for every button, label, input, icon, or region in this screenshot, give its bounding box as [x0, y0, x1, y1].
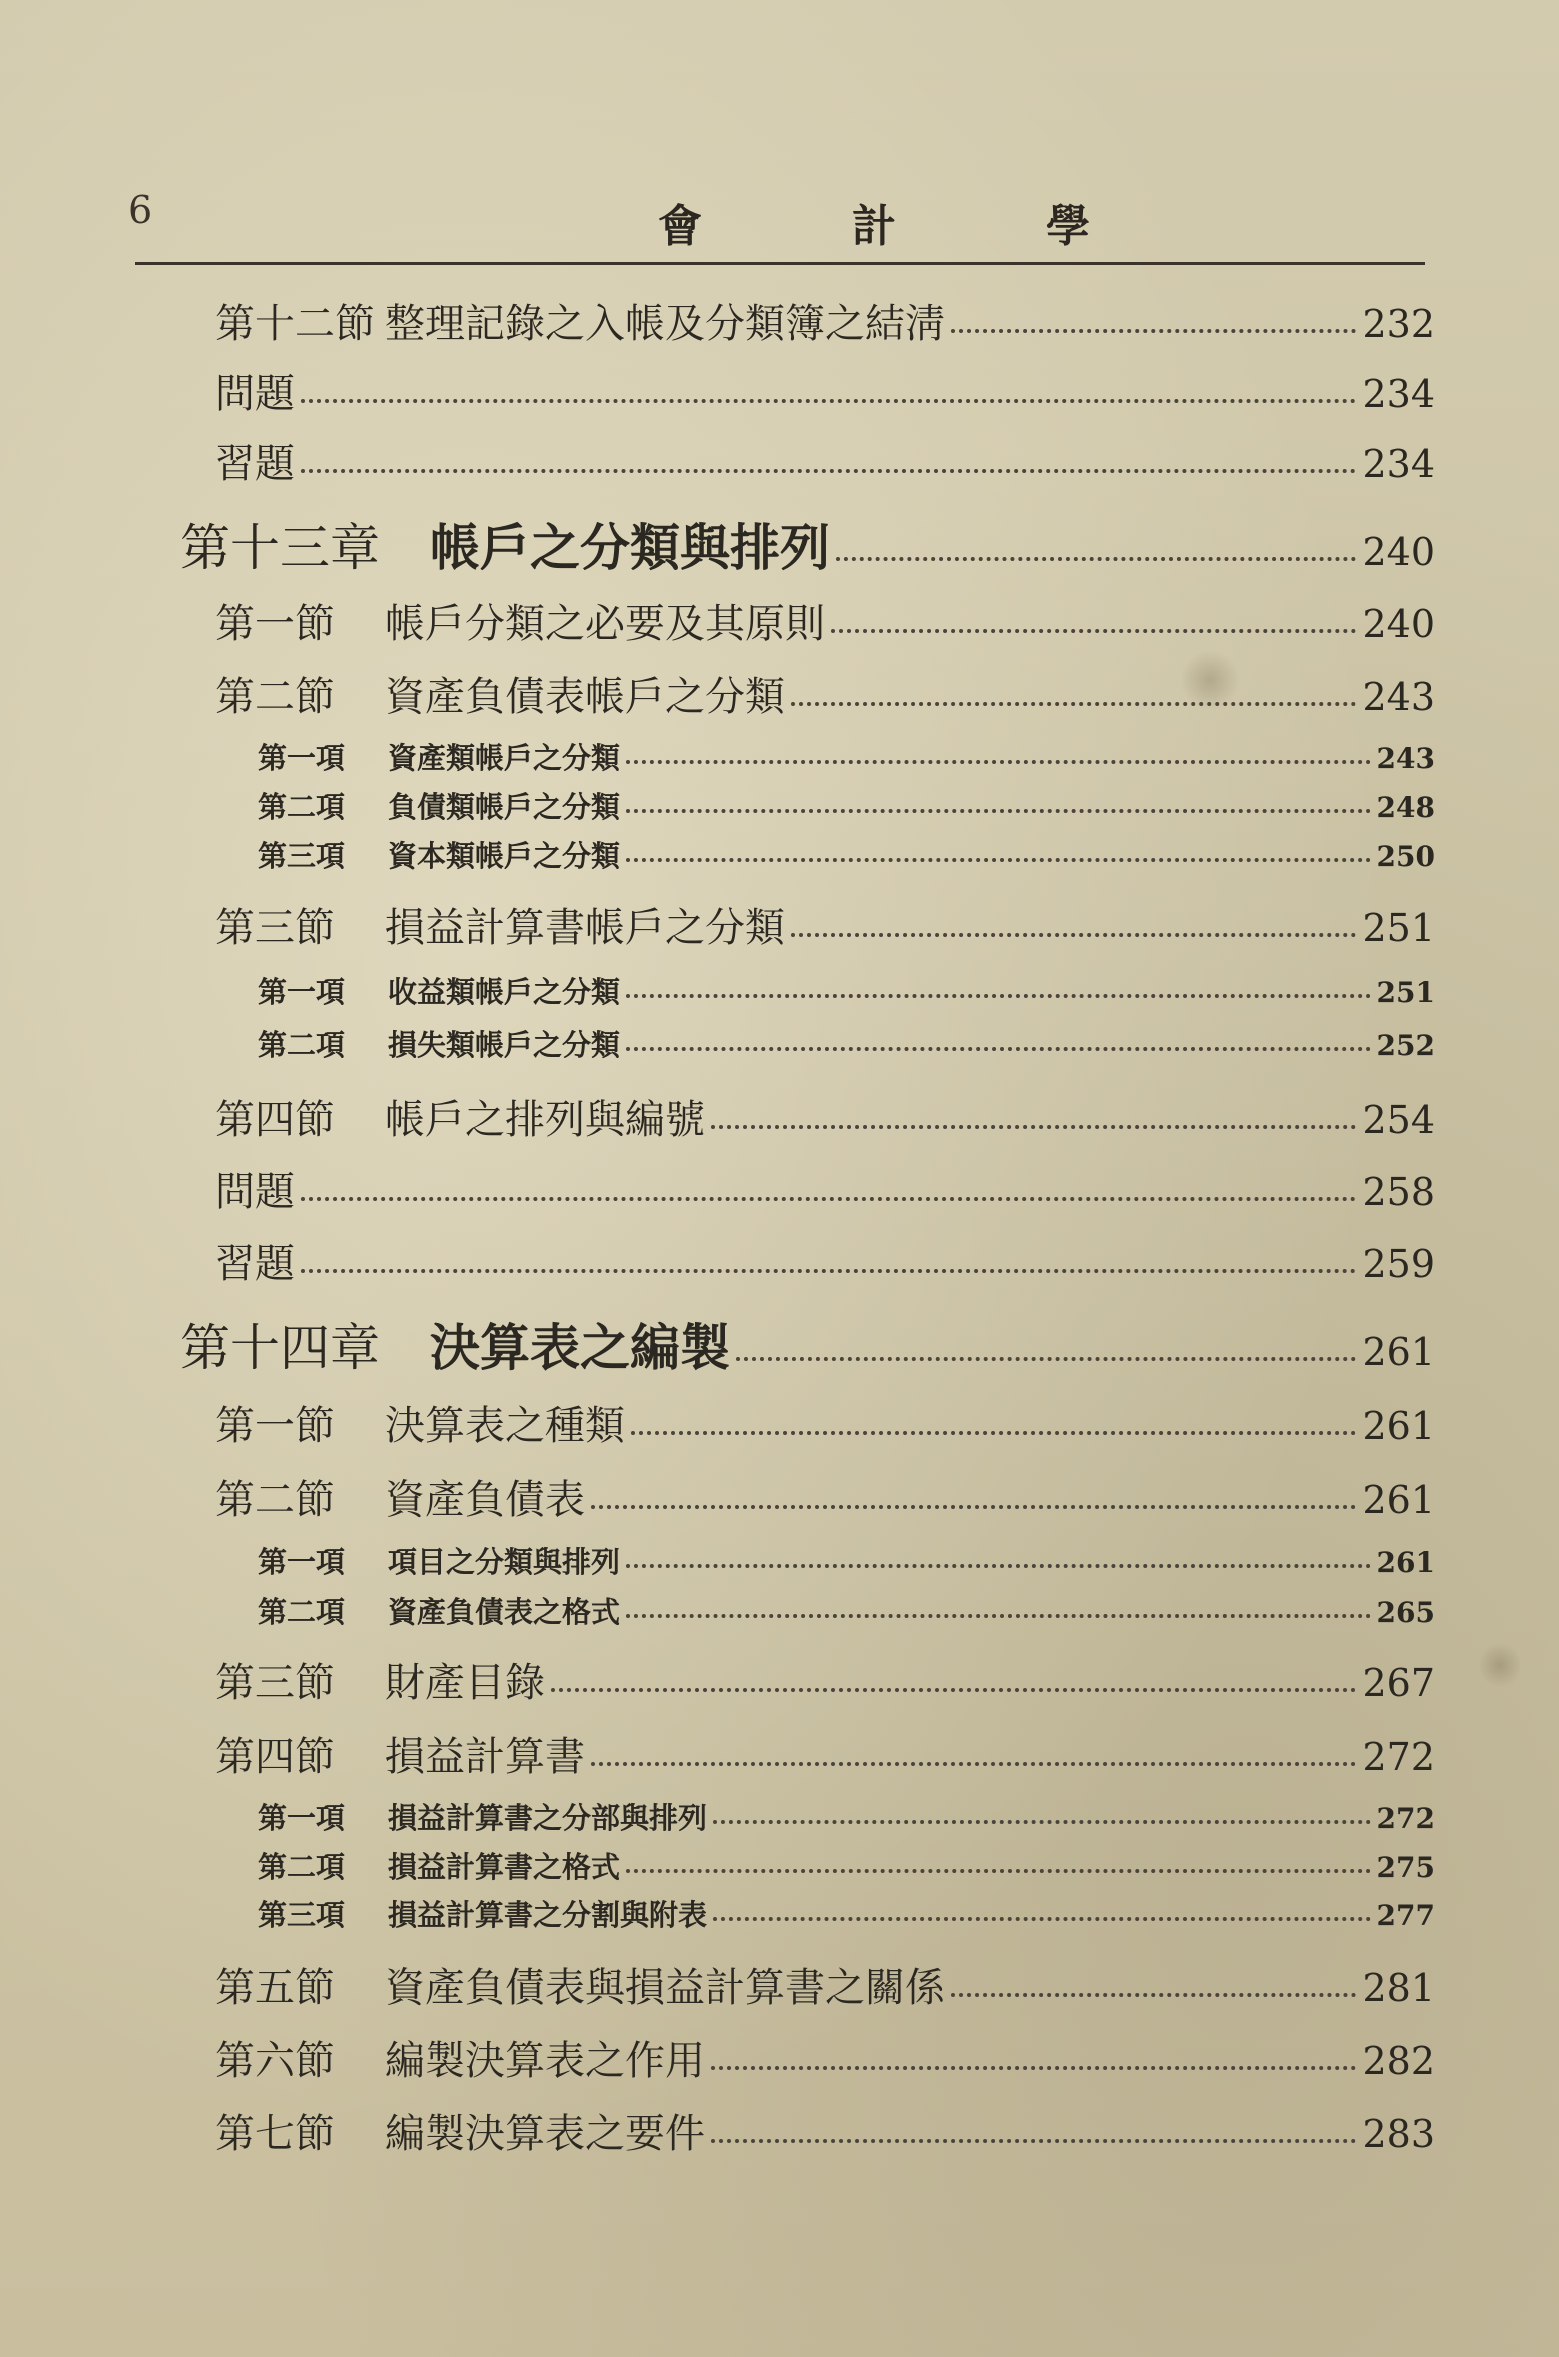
entry-title: 編製決算表之作用	[385, 2038, 705, 2084]
item-number: 第一項	[258, 741, 346, 775]
item-number: 第三項	[258, 1898, 346, 1932]
toc-entry	[215, 2029, 1435, 2086]
chapter-number: 第十三章	[180, 519, 380, 577]
dot-leader	[301, 399, 1356, 403]
item-number: 第一項	[258, 1545, 346, 1579]
entry-page: 252	[1376, 1029, 1435, 1062]
item-number: 第二項	[258, 1595, 346, 1629]
item-title: 負債類帳戶之分類	[388, 790, 621, 824]
entry-page: 243	[1376, 742, 1435, 775]
dot-leader	[791, 933, 1356, 937]
toc-item	[258, 785, 1435, 826]
toc-entry	[215, 1725, 1435, 1782]
dot-leader	[301, 1197, 1356, 1201]
toc-chapter	[180, 508, 1435, 580]
entry-title: 習題	[215, 1241, 295, 1287]
dot-leader	[591, 1505, 1356, 1509]
entry-number: 第一節	[215, 1403, 335, 1449]
entry-page: 254	[1362, 1098, 1435, 1142]
entry-page: 250	[1376, 840, 1435, 873]
book-title: 會計學	[658, 201, 1240, 252]
entry-page: 261	[1362, 1330, 1435, 1374]
dot-leader	[951, 329, 1356, 333]
entry-number: 第六節	[215, 2038, 335, 2084]
entry-number: 第四節	[215, 1097, 335, 1143]
entry-page: 283	[1362, 2112, 1435, 2156]
toc-item	[258, 736, 1435, 777]
toc-item	[258, 1023, 1435, 1064]
entry-title: 問題	[215, 1169, 295, 1215]
chapter-number: 第十四章	[180, 1319, 380, 1377]
toc-item	[258, 1893, 1435, 1934]
header-rule	[135, 262, 1425, 265]
dot-leader	[626, 1047, 1371, 1051]
entry-page: 272	[1376, 1802, 1435, 1835]
entry-page: 240	[1362, 602, 1435, 646]
entry-number: 第二節	[215, 674, 335, 720]
entry-page: 261	[1362, 1404, 1435, 1448]
entry-page: 282	[1362, 2039, 1435, 2083]
entry-page: 267	[1362, 1661, 1435, 1705]
entry-title: 財產目錄	[385, 1660, 545, 1706]
item-title: 損益計算書之格式	[388, 1850, 621, 1884]
dot-leader	[631, 1431, 1356, 1435]
dot-leader	[626, 809, 1371, 813]
entry-page: 265	[1376, 1596, 1435, 1629]
toc-entry	[215, 1394, 1435, 1451]
entry-page: 232	[1362, 302, 1435, 346]
entry-title: 帳戶分類之必要及其原則	[385, 601, 825, 647]
dot-leader	[713, 1917, 1371, 1921]
toc-item	[258, 970, 1435, 1011]
entry-title: 資產負債表帳戶之分類	[385, 674, 785, 720]
toc-entry	[215, 292, 1435, 349]
entry-title: 帳戶之排列與編號	[385, 1097, 705, 1143]
entry-number: 第五節	[215, 1965, 335, 2011]
item-title: 項目之分類與排列	[388, 1545, 621, 1579]
entry-number: 第二節	[215, 1477, 335, 1523]
toc-entry	[215, 362, 1435, 419]
dot-leader	[626, 760, 1371, 764]
dot-leader	[831, 629, 1356, 633]
entry-page: 259	[1362, 1242, 1435, 1286]
dot-leader	[951, 1993, 1356, 1997]
toc-entry	[215, 1160, 1435, 1217]
dot-leader	[711, 2139, 1356, 2143]
toc-entry	[215, 1088, 1435, 1145]
toc-item	[258, 1845, 1435, 1886]
toc-entry	[215, 1651, 1435, 1708]
entry-title: 資產負債表	[385, 1477, 585, 1523]
entry-page: 281	[1362, 1966, 1435, 2010]
item-title: 資產類帳戶之分類	[388, 741, 621, 775]
entry-page: 261	[1376, 1546, 1435, 1579]
dot-leader	[836, 557, 1356, 561]
page-header	[128, 180, 1428, 270]
entry-page: 272	[1362, 1735, 1435, 1779]
dot-leader	[301, 469, 1356, 473]
entry-number: 第三節	[215, 905, 335, 951]
dot-leader	[791, 702, 1356, 706]
item-number: 第二項	[258, 1028, 346, 1062]
item-number: 第二項	[258, 790, 346, 824]
item-number: 第二項	[258, 1850, 346, 1884]
dot-leader	[591, 1762, 1356, 1766]
entry-title: 整理記錄之入帳及分類簿之結淸	[385, 301, 945, 347]
entry-number: 第十二節	[215, 301, 375, 347]
entry-page: 277	[1376, 1899, 1435, 1932]
entry-page: 261	[1362, 1478, 1435, 1522]
toc-item	[258, 1590, 1435, 1631]
toc-chapter	[180, 1308, 1435, 1380]
item-title: 損益計算書之分割與附表	[388, 1898, 708, 1932]
entry-number: 第一節	[215, 601, 335, 647]
dot-leader	[551, 1688, 1356, 1692]
dot-leader	[713, 1820, 1371, 1824]
chapter-title: 帳戶之分類與排列	[430, 518, 830, 577]
entry-title: 編製決算表之要件	[385, 2111, 705, 2157]
item-title: 損益計算書之分部與排列	[388, 1801, 708, 1835]
dot-leader	[736, 1357, 1356, 1361]
dot-leader	[301, 1269, 1356, 1273]
toc-entry	[215, 665, 1435, 722]
toc-item	[258, 1796, 1435, 1837]
dot-leader	[711, 1125, 1356, 1129]
entry-number: 第七節	[215, 2111, 335, 2157]
entry-number: 第三節	[215, 1660, 335, 1706]
entry-page: 234	[1362, 372, 1435, 416]
dot-leader	[626, 1869, 1371, 1873]
item-title: 資產負債表之格式	[388, 1595, 621, 1629]
entry-page: 251	[1376, 976, 1435, 1009]
entry-title: 損益計算書	[385, 1734, 585, 1780]
item-number: 第一項	[258, 975, 346, 1009]
entry-title: 習題	[215, 441, 295, 487]
dot-leader	[626, 1564, 1371, 1568]
item-title: 資本類帳戶之分類	[388, 839, 621, 873]
entry-number: 第四節	[215, 1734, 335, 1780]
toc-item	[258, 1540, 1435, 1581]
item-number: 第三項	[258, 839, 346, 873]
entry-page: 234	[1362, 442, 1435, 486]
toc-entry	[215, 1232, 1435, 1289]
toc-entry	[215, 1468, 1435, 1525]
item-title: 收益類帳戶之分類	[388, 975, 621, 1009]
toc-entry	[215, 432, 1435, 489]
dot-leader	[626, 858, 1371, 862]
page-number: 6	[128, 188, 153, 232]
entry-title: 問題	[215, 371, 295, 417]
item-number: 第一項	[258, 1801, 346, 1835]
toc-item	[258, 834, 1435, 875]
entry-page: 258	[1362, 1170, 1435, 1214]
entry-page: 275	[1376, 1851, 1435, 1884]
toc-entry	[215, 2102, 1435, 2159]
entry-title: 資產負債表與損益計算書之關係	[385, 1965, 945, 2011]
entry-title: 損益計算書帳戶之分類	[385, 905, 785, 951]
dot-leader	[626, 994, 1371, 998]
item-title: 損失類帳戶之分類	[388, 1028, 621, 1062]
toc-entry	[215, 1956, 1435, 2013]
dot-leader	[626, 1614, 1371, 1618]
entry-page: 251	[1362, 906, 1435, 950]
entry-page: 243	[1362, 675, 1435, 719]
entry-page: 240	[1362, 530, 1435, 574]
entry-page: 248	[1376, 791, 1435, 824]
chapter-title: 決算表之編製	[430, 1318, 730, 1377]
toc-entry	[215, 592, 1435, 649]
toc-entry	[215, 896, 1435, 953]
entry-title: 決算表之種類	[385, 1403, 625, 1449]
dot-leader	[711, 2066, 1356, 2070]
paper-stain	[1480, 1640, 1520, 1690]
